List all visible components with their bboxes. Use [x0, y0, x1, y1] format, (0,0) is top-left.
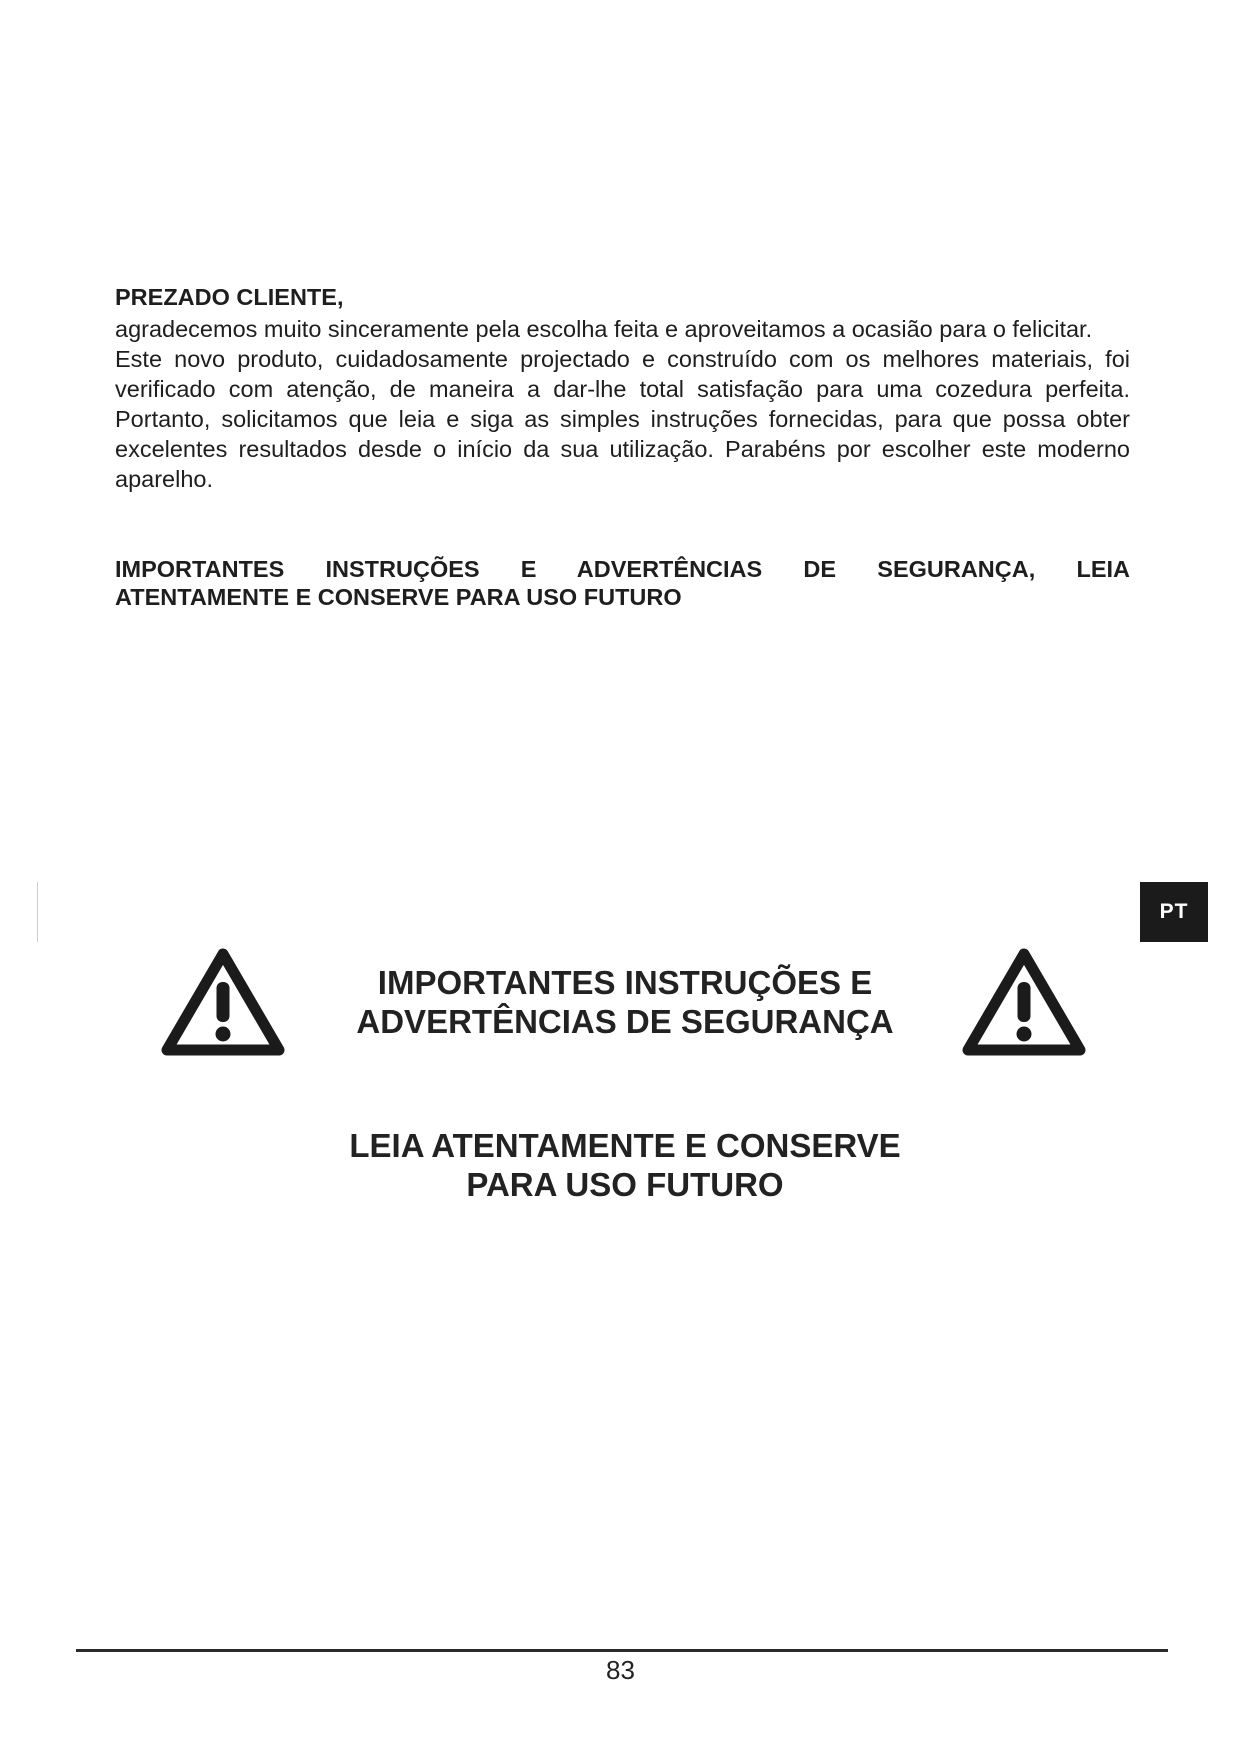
intro-paragraph-product: Este novo produto, cuidadosamente projectado e construído com os melhores materiais, foi verificado com atenção, de maneira a dar-lhe total satisfação para uma cozedura perfeita. Portanto, solicitamos que leia e siga as simples instruções fornecidas, para que possa obter excelentes resultados desde o início da sua utilização. Parabéns por escolher este moderno aparelho. [115, 346, 1130, 492]
safety-title [290, 963, 960, 1041]
intro-section [115, 282, 1130, 494]
language-tab: PT [1140, 882, 1208, 942]
safety-notice-line-1: IMPORTANTES INSTRUÇÕES E ADVERTÊNCIAS DE SEGURANÇA, LEIA [115, 556, 1130, 582]
safety-notice-line-2: ATENTAMENTE E CONSERVE PARA USO FUTURO [115, 584, 682, 610]
keep-instructions-title [290, 1126, 960, 1204]
margin-rule [37, 882, 38, 942]
footer-rule [76, 1649, 1168, 1652]
safety-title-line-1: IMPORTANTES INSTRUÇÕES E [377, 964, 873, 1001]
keep-title-line-2: PARA USO FUTURO [466, 1166, 784, 1203]
greeting-heading: PREZADO CLIENTE, [115, 284, 344, 310]
warning-triangle-icon [962, 948, 1086, 1058]
safety-title-line-2: ADVERTÊNCIAS DE SEGURANÇA [356, 1003, 894, 1040]
warning-triangle-icon [161, 948, 285, 1058]
safety-notice [115, 555, 1130, 611]
keep-title-line-1: LEIA ATENTAMENTE E CONSERVE [349, 1127, 901, 1164]
page-number: 83 [606, 1655, 635, 1685]
intro-paragraph-thanks: agradecemos muito sinceramente pela escolha feita e aproveitamos a ocasião para o felicitar. [115, 316, 1093, 342]
